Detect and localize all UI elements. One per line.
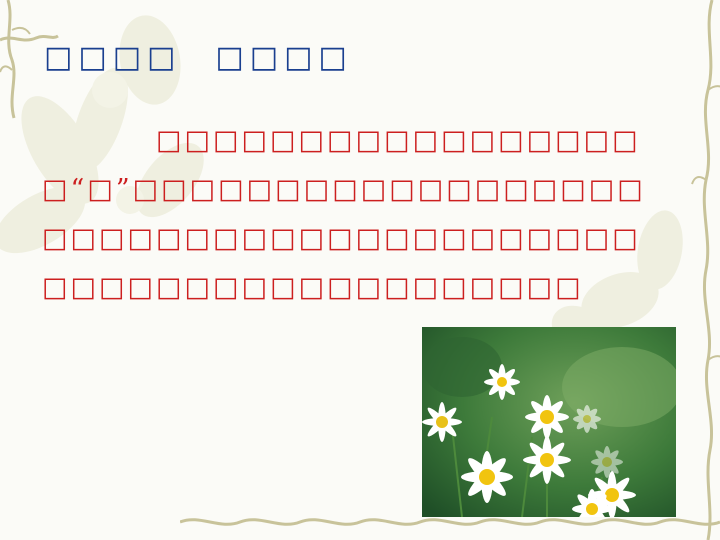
right-vine-border — [690, 0, 720, 540]
title-row — [44, 38, 353, 78]
flower-photo — [422, 327, 676, 517]
body-paragraph: □□□□□□□□□□□□□□□□□□“□”□□□□□□□□□□□□□□□□□□□□□□□□□□□□□□□□□□□□□□□□□□□□□□□□□□□□□□□□□□ — [42, 125, 646, 303]
slide-title-right: □□□□ — [215, 40, 353, 75]
slide-title-left: □□□□ — [44, 40, 182, 75]
